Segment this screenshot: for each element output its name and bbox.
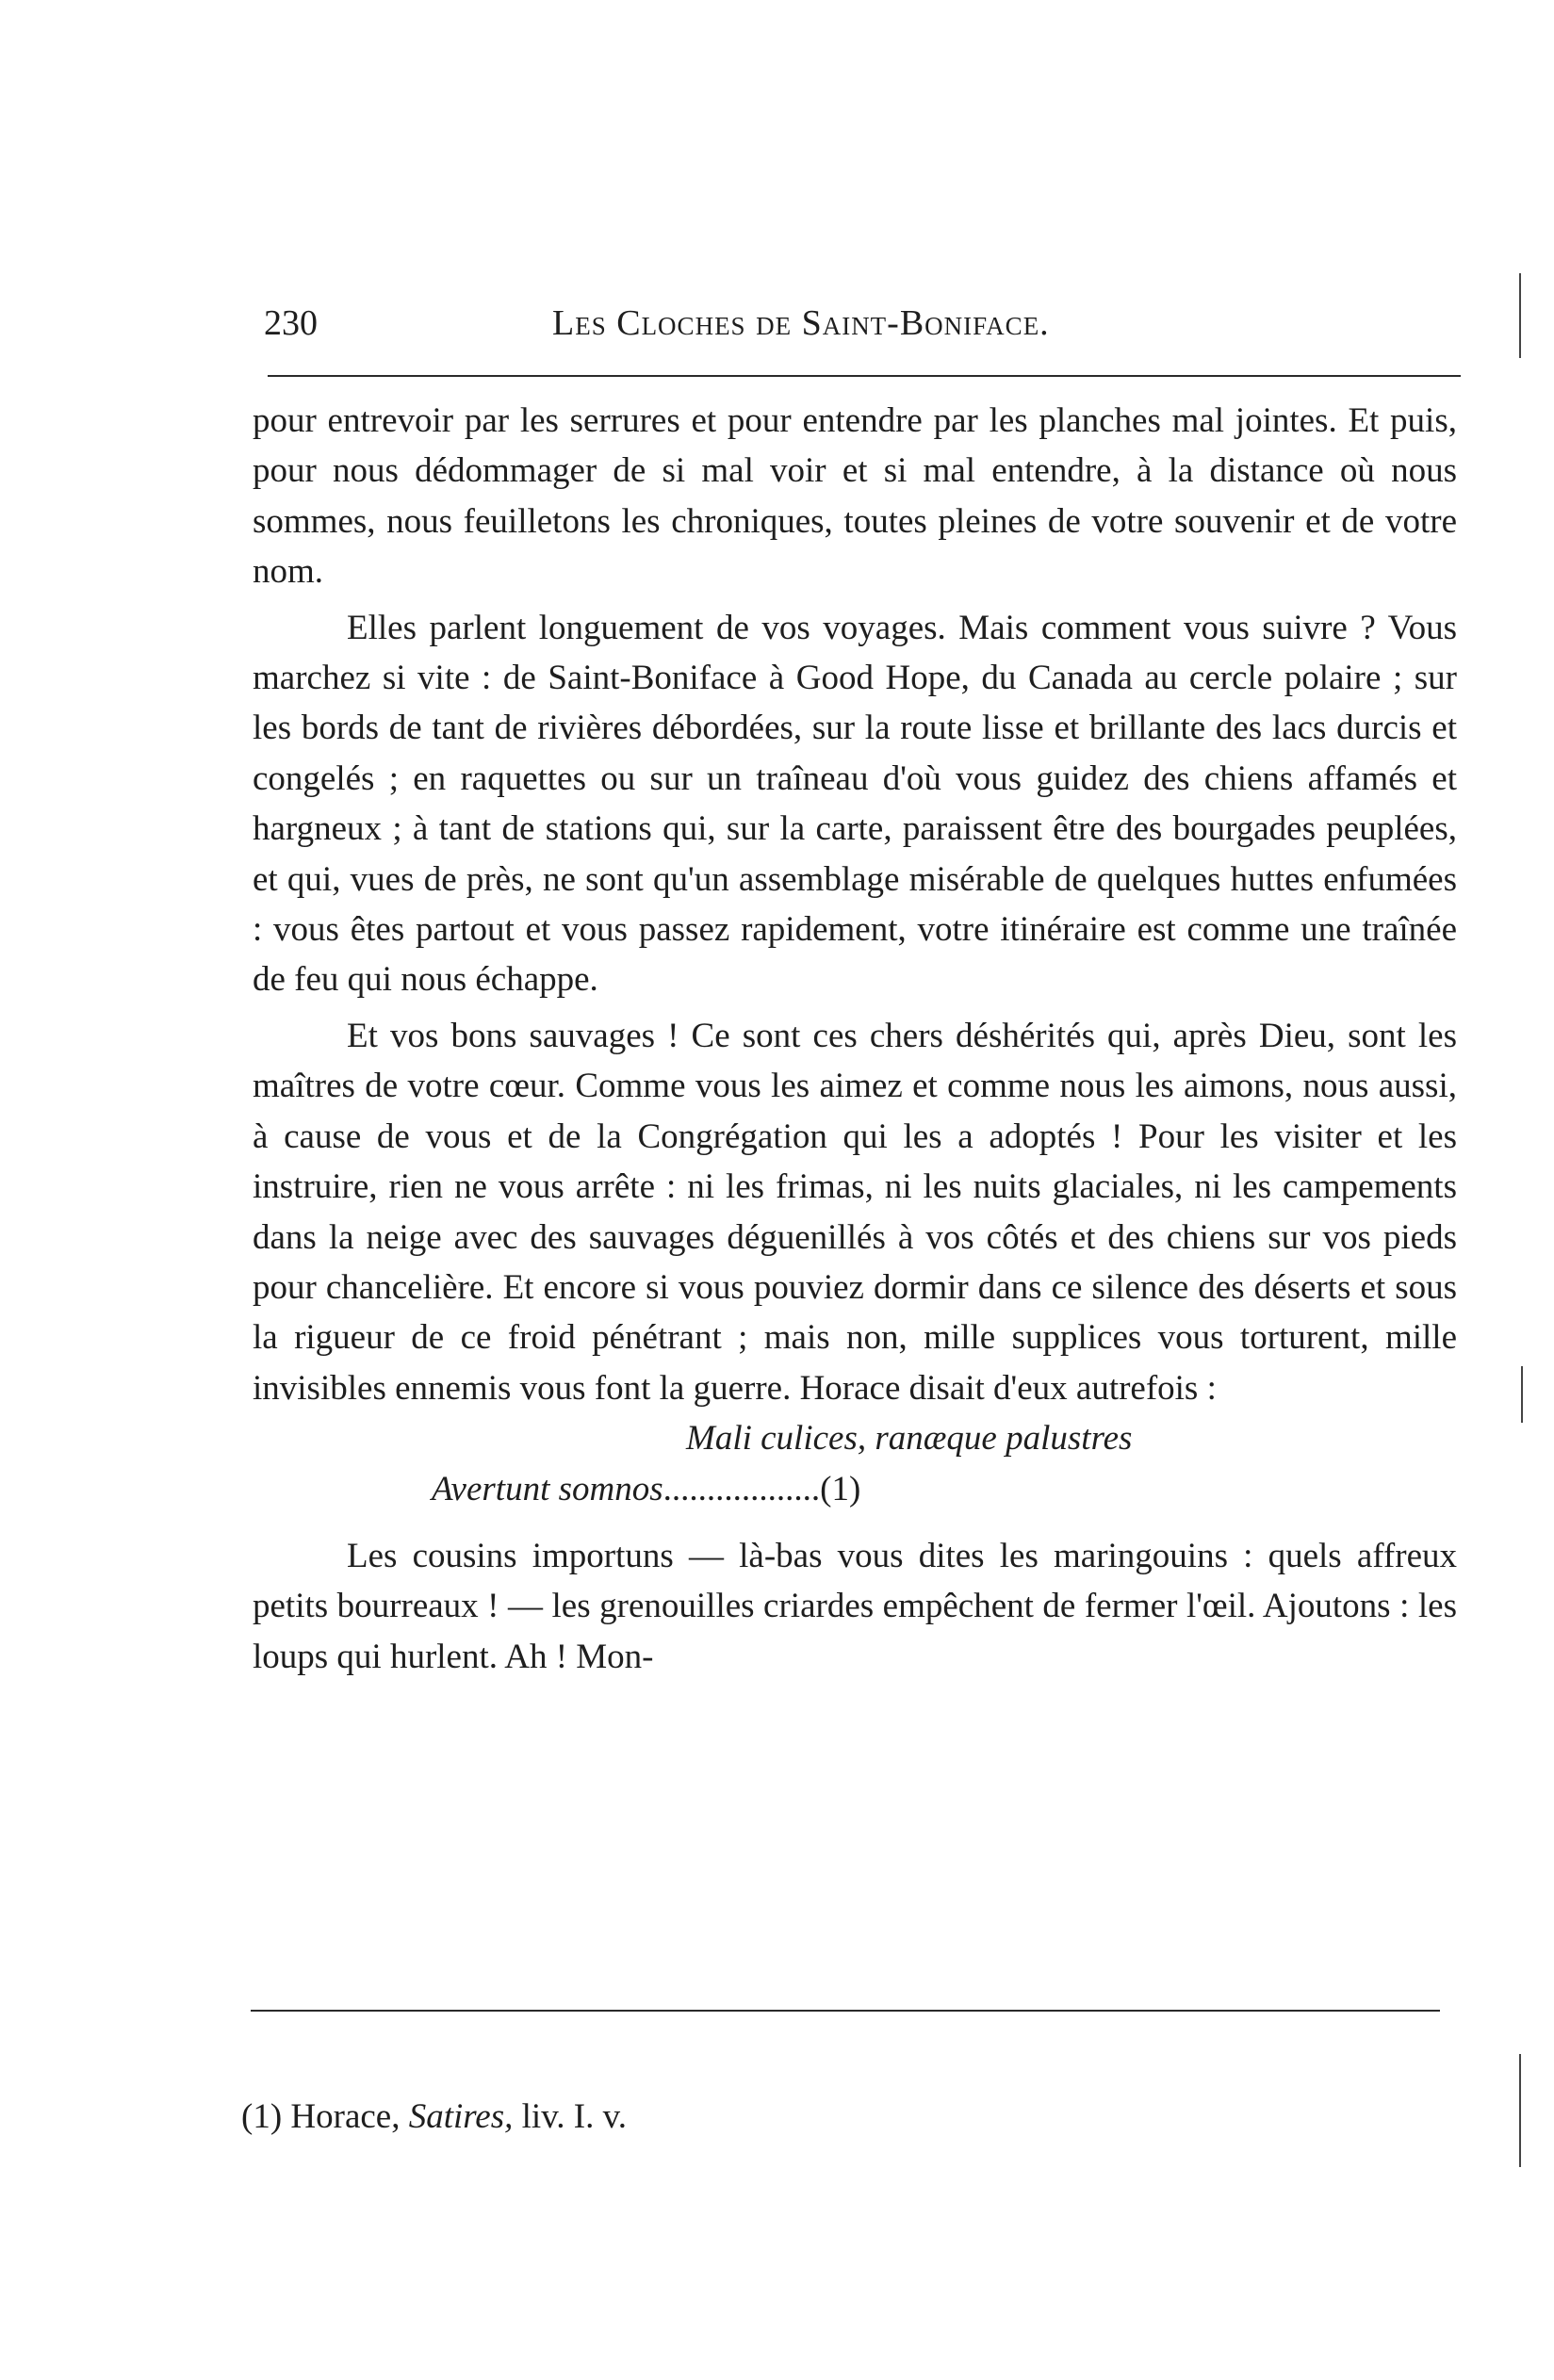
scan-edge-mark [1519,273,1521,358]
footnote-marker: (1) [241,2097,283,2136]
footnote-reference-text: liv. I. v. [521,2097,627,2136]
verse-line-1 [253,1413,1457,1463]
paragraph-3: Et vos bons sauvages ! Ce sont ces chers déshérités qui, après Dieu, sont les maîtres de votre cœur. Comme vous les aimez et comme nous les aimons, nous aussi, à cause de vous et de la Congrégation qui les a adoptés ! Pour les visiter et les instruire, rien ne vous arrête : ni les frimas, ni les nuits glaciales, ni les campements dans la neige avec des sauvages déguenillés à vos côtés et des chiens sur vos pieds pour chancelière. Et encore si vous pouviez dormir dans ce silence des déserts et sous la rigueur de ce froid pénétrant ; mais non, mille supplices vous torturent, mille invisibles ennemis vous font la guerre. Horace disait d'eux autrefois : [253,1016,1457,1408]
page-number: 230 [264,303,318,343]
paragraph-1: pour entrevoir par les serrures et pour entendre par les planches mal jointes. Et puis, pour nous dédommager de si mal voir et si mal entendre, à la distance où nous sommes, nous feuilletons les chroniques, toutes pleines de votre souvenir et de votre nom. [253,401,1457,592]
scan-edge-mark [1519,2054,1521,2167]
paragraph-2: Elles parlent longuement de vos voyages. Mais comment vous suivre ? Vous marchez si vite : de Saint-Boniface à Good Hope, du Canada au cercle polaire ; sur les bords de tant de rivières débordées, sur la route lisse et brillante des lacs durcis et congelés ; en raquettes ou sur un traîneau d'où vous guidez des chiens affamés et hargneux ; à tant de stations qui, sur la carte, paraissent être des bourgades peuplées, et qui, vues de près, ne sont qu'un assemblage misérable de quelques huttes enfumées : vous êtes partout et vous passez rapidement, votre itinéraire est comme une traînée de feu qui nous échappe. [253,608,1457,1000]
verse-line-2-text: Avertunt somnos [432,1469,663,1508]
header-rule [268,375,1461,377]
verse-line-2 [253,1464,1457,1514]
page-header [253,300,1468,356]
footnote-rule [251,2010,1440,2012]
footnote-author: Horace, [290,2097,401,2136]
body-text [253,396,1457,1682]
footnote-work: Satires, [408,2097,514,2136]
running-title: Les Cloches de Saint-Boniface. [552,303,1050,343]
footnote [241,2094,627,2141]
scan-edge-mark [1521,1366,1523,1423]
paragraph-4: Les cousins importuns — là-bas vous dites les maringouins : quels affreux petits bourreaux ! — les grenouilles criardes empêchent de fermer l'œil. Ajoutons : les loups qui hurlent. Ah ! Mon- [253,1536,1457,1676]
footnote-reference: (1) [820,1469,861,1508]
verse-line-1-text: Mali culices, ranæque palustres [686,1419,1133,1459]
verse-dots: .................. [662,1469,821,1508]
